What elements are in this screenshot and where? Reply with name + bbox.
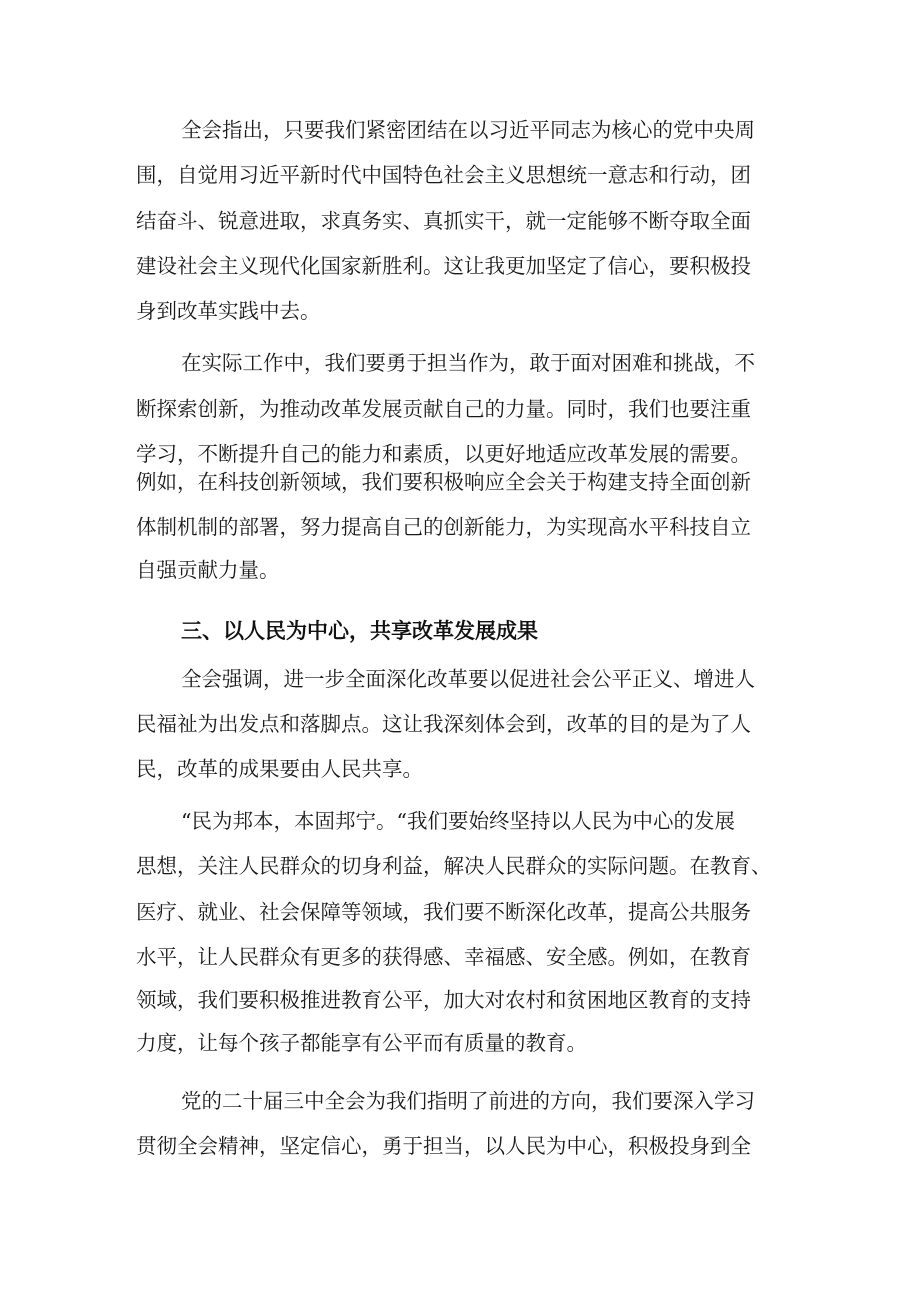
paragraph-5-line-2: 贯彻全会精神，坚定信心，勇于担当，以人民为中心，积极投身到全 (136, 1134, 751, 1158)
paragraph-4-line-1: “民为邦本，本固邦宁。“我们要始终坚持以人民为中心的发展 (181, 809, 735, 833)
paragraph-1-line-4: 建设社会主义现代化国家新胜利。这让我更加坚定了信心，要积极投 (136, 254, 751, 278)
paragraph-1-line-3: 结奋斗、锐意进取，求真务实、真抓实干，就一定能够不断夺取全面 (136, 209, 751, 233)
paragraph-1-line-1: 全会指出，只要我们紧密团结在以习近平同志为核心的党中央周 (181, 118, 755, 142)
paragraph-4-line-5: 领域，我们要积极推进教育公平，加大对农村和贫困地区教育的支持 (136, 988, 751, 1012)
paragraph-3-line-1: 全会强调，进一步全面深化改革要以促进社会公平正义、增进人 (181, 667, 755, 691)
section-heading: 三、以人民为中心，共享改革发展成果 (181, 619, 538, 643)
paragraph-1-line-2: 围，自觉用习近平新时代中国特色社会主义思想统一意志和行动，团 (136, 163, 751, 187)
paragraph-2-line-5: 体制机制的部署，努力提高自己的创新能力，为实现高水平科技自立 (136, 515, 751, 539)
paragraph-1-line-5: 身到改革实践中去。 (136, 299, 321, 323)
paragraph-4-line-2: 思想，关注人民群众的切身利益，解决人民群众的实际问题。在教育、 (136, 854, 772, 878)
paragraph-2-line-6: 自强贡献力量。 (136, 558, 280, 582)
paragraph-3-line-2: 民福祉为出发点和落脚点。这让我深刻体会到，改革的目的是为了人 (136, 712, 751, 736)
paragraph-5-line-1: 党的二十届三中全会为我们指明了前进的方向，我们要深入学习 (181, 1089, 755, 1113)
paragraph-4-line-3: 医疗、就业、社会保障等领域，我们要不断深化改革，提高公共服务 (136, 900, 751, 924)
document-page (136, 0, 792, 1301)
paragraph-4-line-4: 水平，让人民群众有更多的获得感、幸福感、安全感。例如，在教育 (136, 945, 751, 969)
paragraph-3-line-3: 民，改革的成果要由人民共享。 (136, 757, 423, 781)
paragraph-2-line-1: 在实际工作中，我们要勇于担当作为，敢于面对困难和挑战，不 (181, 351, 755, 375)
paragraph-2-line-2: 断探索创新，为推动改革发展贡献自己的力量。同时，我们也要注重 (136, 397, 751, 421)
paragraph-2-line-4: 例如，在科技创新领域，我们要积极响应全会关于构建支持全面创新 (136, 470, 751, 494)
paragraph-2-line-3: 学习，不断提升自己的能力和素质，以更好地适应改革发展的需要。 (136, 442, 751, 466)
paragraph-4-line-6: 力度，让每个孩子都能享有公平而有质量的教育。 (136, 1031, 587, 1055)
